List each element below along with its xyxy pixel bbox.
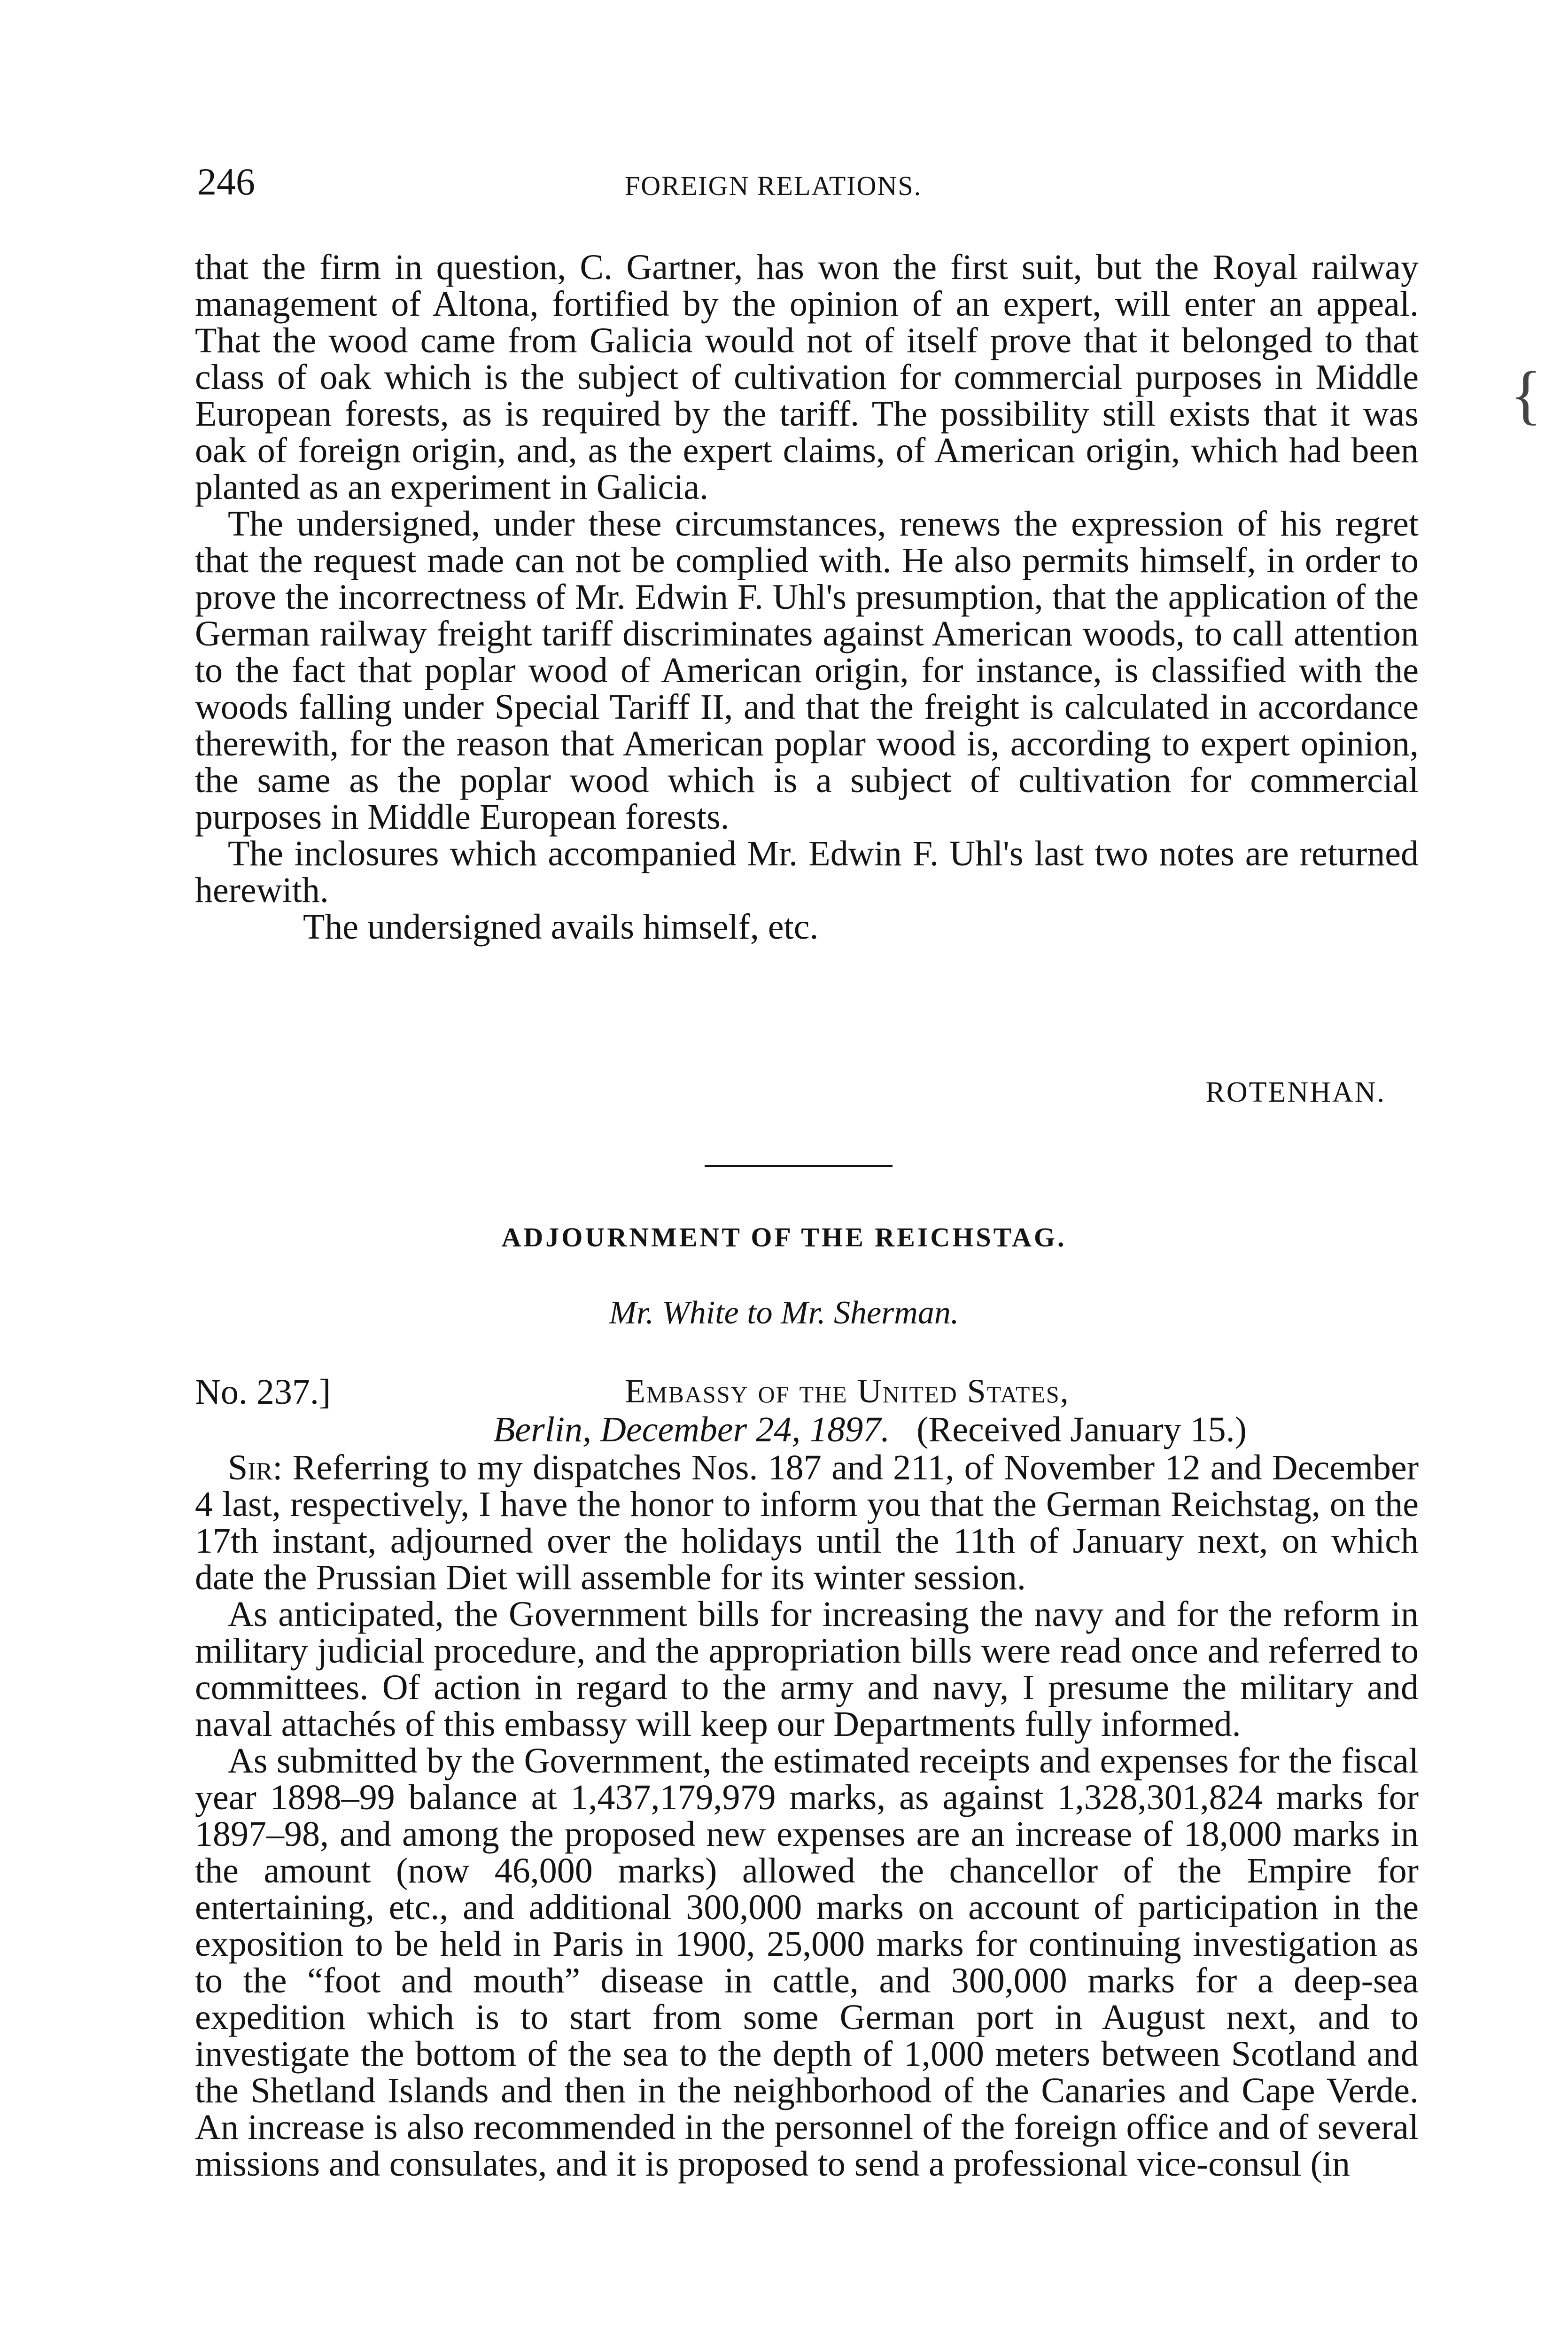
section-divider bbox=[705, 1165, 893, 1167]
running-head: FOREIGN RELATIONS. bbox=[625, 171, 922, 201]
paragraph: As submitted by the Government, the estimated receipts and expenses for the fiscal year 1898–99 balance at 1,437,179,979 marks, as against 1,328,301,824 marks for 1897–98, and among the proposed new expenses are an increase of 18,000 marks in the amount (now 46,000 marks) allowed the chancellor of the Empire for entertaining, etc., and additional 300,000 marks on account of participation in the exposition to be held in Paris in 1900, 25,000 marks for continuing investigation as to the “foot and mouth” disease in cattle, and 300,000 marks for a deep-sea expedition which is to start from some German port in August next, and to investigate the bottom of the sea to the depth of 1,000 meters between Scotland and the Shetland Islands and then in the neighborhood of the Canaries and Cape Verde. An increase is also recommended in the personnel of the foreign office and of several missions and consulates, and it is proposed to send a professional vice-consul (in bbox=[195, 1741, 1419, 2184]
page-header bbox=[0, 160, 1568, 211]
paragraph: that the firm in question, C. Gartner, has won the first suit, but the Royal railway management of Altona, fortified by the opinion of an expert, will enter an appeal. That the wood came from Galicia would not of itself prove that it belonged to that class of oak which is the subject of cultivation for commercial purposes in Middle European forests, as is required by the tariff. The possibility still exists that it was oak of foreign origin, and, as the expert claims, of American origin, which had been planted as an experiment in Galicia. bbox=[195, 248, 1419, 507]
received-date: (Received January 15.) bbox=[916, 1410, 1247, 1449]
letter-heading: Mr. White to Mr. Sherman. bbox=[609, 1295, 959, 1331]
page-number: 246 bbox=[197, 160, 255, 203]
paragraph bbox=[195, 1449, 1419, 1596]
section-title: ADJOURNMENT OF THE REICHSTAG. bbox=[501, 1222, 1067, 1252]
place-date: Berlin, December 24, 1897. bbox=[493, 1410, 890, 1449]
paragraph: The undersigned avails himself, etc. bbox=[303, 907, 819, 947]
first-letter-body bbox=[195, 249, 1419, 945]
dateline bbox=[493, 1409, 1247, 1450]
paragraph: The inclosures which accompanied Mr. Edwin F. Uhl's last two notes are returned herewith. bbox=[195, 834, 1419, 910]
signature: ROTENHAN. bbox=[1205, 1076, 1386, 1108]
dispatch-number: No. 237.] bbox=[195, 1372, 331, 1412]
second-letter-body bbox=[195, 1449, 1419, 2182]
salutation: Sir: bbox=[228, 1448, 283, 1487]
paragraph: As anticipated, the Government bills for increasing the navy and for the reform in military judicial procedure, and the appropriation bills were read once and referred to committees. Of action in regard to the army and navy, I presume the military and naval attachés of this embassy will keep our Departments fully informed. bbox=[195, 1595, 1419, 1744]
paragraph: The undersigned, under these circumstances, renews the expression of his regret that the request made can not be complied with. He also permits himself, in order to prove the incorrectness of Mr. Edwin F. Uhl's presumption, that the application of the German railway freight tariff discriminates against American woods, to call attention to the fact that poplar wood of American origin, for instance, is classified with the woods falling under Special Tariff II, and that the freight is calculated in accordance therewith, for the reason that American poplar wood is, according to expert opinion, the same as the poplar wood which is a subject of cultivation for commercial purposes in Middle European forests. bbox=[195, 504, 1419, 837]
paragraph-text: Referring to my dispatches Nos. 187 and 211, of November 12 and December 4 last, respectively, I have the honor to inform you that the German Reichstag, on the 17th instant, adjourned over the holidays until the 11th of January next, on which date the Prussian Diet will assemble for its winter session. bbox=[195, 1448, 1419, 1597]
embassy-line: Embassy of the United States, bbox=[625, 1372, 1070, 1410]
margin-brace-mark: { bbox=[1510, 358, 1542, 431]
